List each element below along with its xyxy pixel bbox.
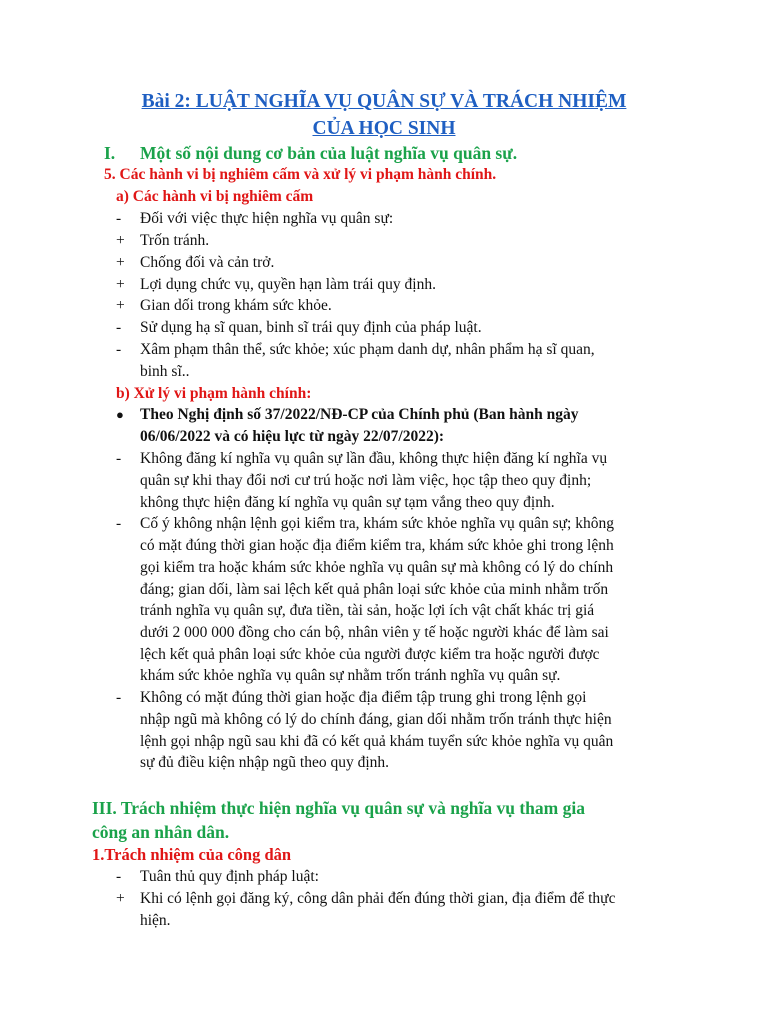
decree-line-1: Theo Nghị định số 37/2022/NĐ-CP của Chính phủ (Ban hành ngày: [140, 406, 579, 423]
subsection-5-heading: 5. Các hành vi bị nghiêm cấm và xử lý vi phạm hành chính.: [104, 166, 497, 183]
page-title-line-1: Bài 2: LUẬT NGHĨA VỤ QUÂN SỰ VÀ TRÁCH NHIỆM: [141, 91, 627, 112]
plus-bullet: +: [116, 890, 125, 907]
list-item-text: Chống đối và cản trở.: [140, 254, 275, 271]
page-title: [0, 88, 768, 142]
section-3-heading-line-1: III. Trách nhiệm thực hiện nghĩa vụ quân sự và nghĩa vụ tham gia: [92, 798, 585, 818]
circle-bullet: ●: [116, 407, 124, 422]
section-3-heading-line-2: công an nhân dân.: [92, 822, 230, 842]
dash-bullet: -: [116, 341, 122, 358]
violation-3-line: lệnh gọi nhập ngũ sau khi đã có kết quả khám tuyển sức khỏe nghĩa vụ quân: [140, 733, 614, 750]
dash-bullet: -: [116, 319, 122, 336]
list-item-continuation: binh sĩ..: [140, 363, 190, 380]
violation-2-line: gọi kiểm tra hoặc khám sức khỏe nghĩa vụ quân sự mà không có lý do chính: [140, 559, 614, 576]
plus-bullet: +: [116, 232, 125, 249]
part-b-heading: b) Xử lý vi phạm hành chính:: [116, 385, 312, 402]
subsection-1-heading: 1.Trách nhiệm của công dân: [92, 845, 292, 864]
violation-2-line: dưới 2 000 000 đồng cho cán bộ, nhân viên y tế hoặc người khác để làm sai: [140, 624, 609, 641]
list-item-text: Khi có lệnh gọi đăng ký, công dân phải đến đúng thời gian, địa điểm để thực: [140, 890, 616, 907]
part-a-heading: a) Các hành vi bị nghiêm cấm: [116, 188, 314, 205]
plus-bullet: +: [116, 297, 125, 314]
dash-bullet: -: [116, 450, 122, 467]
page-title-line-2: CỦA HỌC SINH: [312, 118, 456, 139]
list-item-continuation: hiện.: [140, 912, 171, 929]
section-1-number: I.: [104, 143, 116, 163]
list-item-text: Lợi dụng chức vụ, quyền hạn làm trái quy định.: [140, 276, 436, 293]
violation-2-line: có mặt đúng thời gian hoặc địa điểm kiểm tra, khám sức khỏe ghi trong lệnh: [140, 537, 614, 554]
violation-3-line: Không có mặt đúng thời gian hoặc địa điểm tập trung ghi trong lệnh gọi: [140, 689, 587, 706]
violation-1-line: không thực hiện đăng kí nghĩa vụ quân sự tạm vắng theo quy định.: [140, 494, 555, 511]
decree-line-2: 06/06/2022 và có hiệu lực từ ngày 22/07/2022):: [140, 428, 445, 445]
plus-bullet: +: [116, 254, 125, 271]
violation-3-line: nhập ngũ mà không có lý do chính đáng, gian dối nhằm trốn tránh thực hiện: [140, 711, 612, 728]
list-item-text: Đối với việc thực hiện nghĩa vụ quân sự:: [140, 210, 394, 227]
violation-3-line: sự đủ điều kiện nhập ngũ theo quy định.: [140, 754, 390, 771]
violation-2-line: Cố ý không nhận lệnh gọi kiểm tra, khám sức khỏe nghĩa vụ quân sự; không: [140, 515, 614, 532]
violation-2-line: tránh nghĩa vụ quân sự, đưa tiền, tài sản, hoặc lợi ích vật chất khác trị giá: [140, 602, 595, 619]
list-item-text: Tuân thủ quy định pháp luật:: [140, 868, 319, 885]
violation-1-line: quân sự khi thay đổi nơi cư trú hoặc nơi làm việc, học tập theo quy định;: [140, 472, 592, 489]
violation-2-line: đáng; gian dối, làm sai lệch kết quả phân loại sức khỏe của minh nhằm trốn: [140, 581, 609, 598]
list-item-text: Gian dối trong khám sức khỏe.: [140, 297, 332, 314]
violation-2-line: khám sức khỏe nghĩa vụ quân sự nhằm trốn tránh nghĩa vụ quân sự.: [140, 667, 561, 684]
list-item-text: Trốn tránh.: [140, 232, 210, 249]
violation-1-line: Không đăng kí nghĩa vụ quân sự lần đầu, không thực hiện đăng kí nghĩa vụ: [140, 450, 608, 467]
violation-2-line: lệch kết quả phân loại sức khỏe của người được kiểm tra hoặc người được: [140, 646, 600, 663]
dash-bullet: -: [116, 210, 122, 227]
dash-bullet: -: [116, 515, 122, 532]
plus-bullet: +: [116, 276, 125, 293]
list-item-text: Sử dụng hạ sĩ quan, binh sĩ trái quy định của pháp luật.: [140, 319, 482, 336]
section-1-heading: Một số nội dung cơ bản của luật nghĩa vụ quân sự.: [140, 143, 518, 163]
list-item-text: Xâm phạm thân thể, sức khỏe; xúc phạm danh dự, nhân phẩm hạ sĩ quan,: [140, 341, 595, 358]
dash-bullet: -: [116, 689, 122, 706]
dash-bullet: -: [116, 868, 122, 885]
